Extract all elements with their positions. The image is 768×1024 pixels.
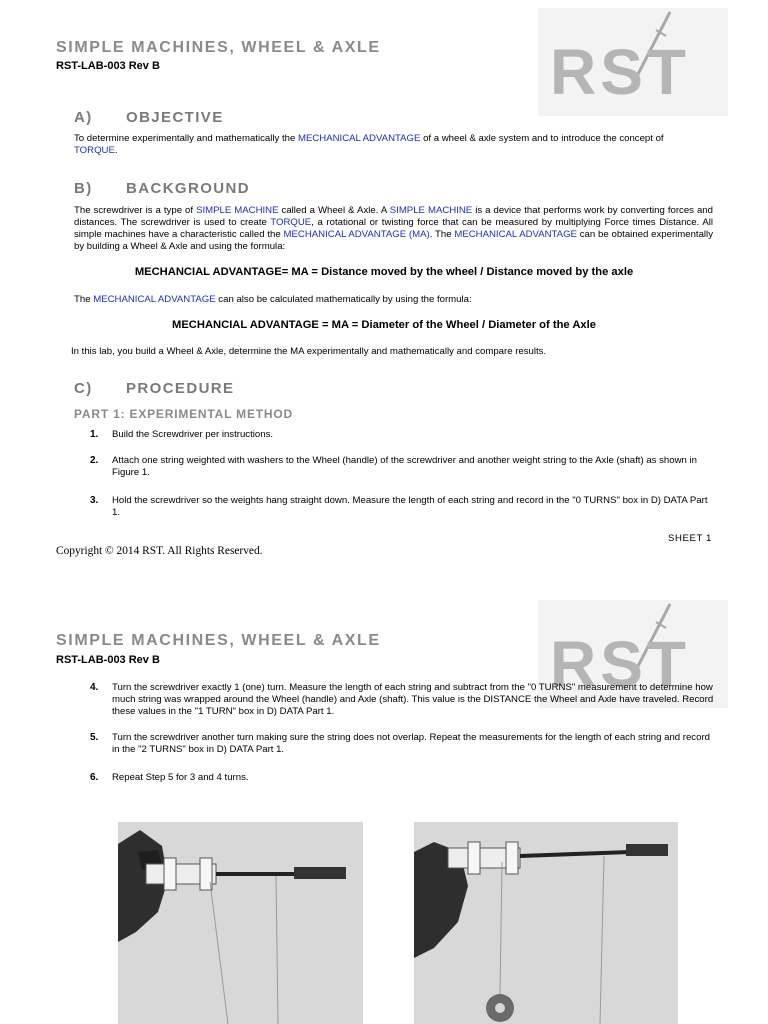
procedure-step — [90, 772, 714, 784]
step-number: 3. — [90, 495, 99, 506]
highlighted-term: TORQUE — [270, 217, 312, 228]
screwdriver-photo-graphic — [118, 822, 363, 1024]
figure-photo-left — [118, 822, 363, 1024]
step-number: 6. — [90, 772, 99, 783]
section-name: PROCEDURE — [126, 380, 235, 397]
step-text: Turn the screwdriver exactly 1 (one) turn. Measure the length of each string and subtract from the "0 TURNS" measurement to determine how much string was wrapped around the Wheel (handle) and Axle (shaft). This value is the DISTANCE the Wheel and Axle have traveled. Record these values in the "1 TURN" box in D) DATA Part 1. — [112, 682, 714, 717]
step-number: 4. — [90, 682, 99, 693]
section-heading-objective — [74, 109, 374, 127]
sheet-number: SHEET 1 — [667, 533, 712, 544]
document-title: SIMPLE MACHINES, WHEEL & AXLE — [56, 39, 381, 56]
highlighted-term: MECHANICAL ADVANTAGE — [454, 229, 577, 240]
rst-logo-graphic — [538, 8, 728, 116]
section-heading-background — [74, 180, 374, 198]
section-letter: B) — [74, 180, 93, 197]
document-title: SIMPLE MACHINES, WHEEL & AXLE — [56, 632, 381, 649]
copyright-notice: Copyright © 2014 RST. All Rights Reserved. — [56, 545, 263, 557]
procedure-step — [90, 682, 714, 718]
section-name: BACKGROUND — [126, 180, 250, 197]
highlighted-term: SIMPLE MACHINE — [389, 205, 473, 216]
step-text: Turn the screwdriver another turn making sure the string does not overlap. Repeat the measurements for the length of each string and record in the "2 TURNS" box in D) DATA Part 1. — [112, 732, 710, 755]
logo-text: RST — [550, 628, 690, 700]
formula-experimental: MECHANCIAL ADVANTAGE= MA = Distance moved by the wheel / Distance moved by the axle — [134, 266, 634, 278]
logo-text: RST — [550, 36, 690, 108]
procedure-step — [90, 455, 714, 479]
text-segment: of a wheel & axle system and to introduce the concept of — [420, 133, 664, 144]
section-name: OBJECTIVE — [126, 109, 224, 126]
step-text: Build the Screwdriver per instructions. — [112, 429, 274, 440]
objective-paragraph — [74, 133, 690, 157]
step-number: 2. — [90, 455, 99, 466]
step-text: Attach one string weighted with washers to the Wheel (handle) of the screwdriver and another weight string to the Axle (shaft) as shown in Figure 1. — [112, 455, 697, 478]
text-segment: is a device that performs work by converting forces and distances. The screwdriver is used to create — [74, 205, 713, 228]
text-segment: , a rotational or twisting force that can be measured by multiplying Force times Distance. All simple machines have a characteristic called the — [74, 217, 713, 240]
procedure-step — [90, 429, 714, 441]
formula-mathematical: MECHANCIAL ADVANTAGE = MA = Diameter of the Wheel / Diameter of the Axle — [172, 319, 596, 331]
screwdriver-photo-graphic — [414, 822, 678, 1024]
document-revision: RST-LAB-003 Rev B — [56, 60, 160, 72]
section-heading-procedure — [74, 380, 374, 398]
step-number: 5. — [90, 732, 99, 743]
text-segment: called a Wheel & Axle. A — [278, 205, 390, 216]
text-segment: To determine experimentally and mathematically the — [74, 133, 298, 144]
highlighted-term: MECHANICAL ADVANTAGE — [297, 133, 421, 144]
procedure-step — [90, 732, 714, 756]
background-closing: In this lab, you build a Wheel & Axle, determine the MA experimentally and mathematically and compare results. — [71, 346, 547, 357]
section-letter: C) — [74, 380, 93, 397]
highlighted-term: TORQUE — [74, 145, 115, 156]
step-text: Repeat Step 5 for 3 and 4 turns. — [112, 772, 249, 783]
highlighted-term: MECHANICAL ADVANTAGE — [93, 294, 216, 305]
section-letter: A) — [74, 109, 93, 126]
step-text: Hold the screwdriver so the weights hang straight down. Measure the length of each string and record in the "0 TURNS" box in D) DATA Part 1. — [112, 495, 708, 518]
step-number: 1. — [90, 429, 99, 440]
text-segment: can be obtained experimentally by building a Wheel & Axle and using the formula: — [74, 229, 713, 252]
background-paragraph-2 — [74, 294, 714, 306]
document-revision: RST-LAB-003 Rev B — [56, 654, 160, 666]
figure-photo-right — [414, 822, 678, 1024]
highlighted-term: MECHANICAL ADVANTAGE (MA) — [283, 229, 430, 240]
text-segment: The — [74, 294, 94, 305]
background-paragraph — [74, 205, 713, 253]
rst-logo — [538, 8, 728, 116]
text-segment: can also be calculated mathematically by using the formula: — [215, 294, 472, 305]
text-segment: The screwdriver is a type of — [74, 205, 197, 216]
procedure-step — [90, 495, 714, 519]
text-segment: . The — [429, 229, 455, 240]
highlighted-term: SIMPLE MACHINE — [196, 205, 279, 216]
part-heading: PART 1: EXPERIMENTAL METHOD — [74, 407, 293, 421]
text-segment: . — [114, 145, 118, 156]
